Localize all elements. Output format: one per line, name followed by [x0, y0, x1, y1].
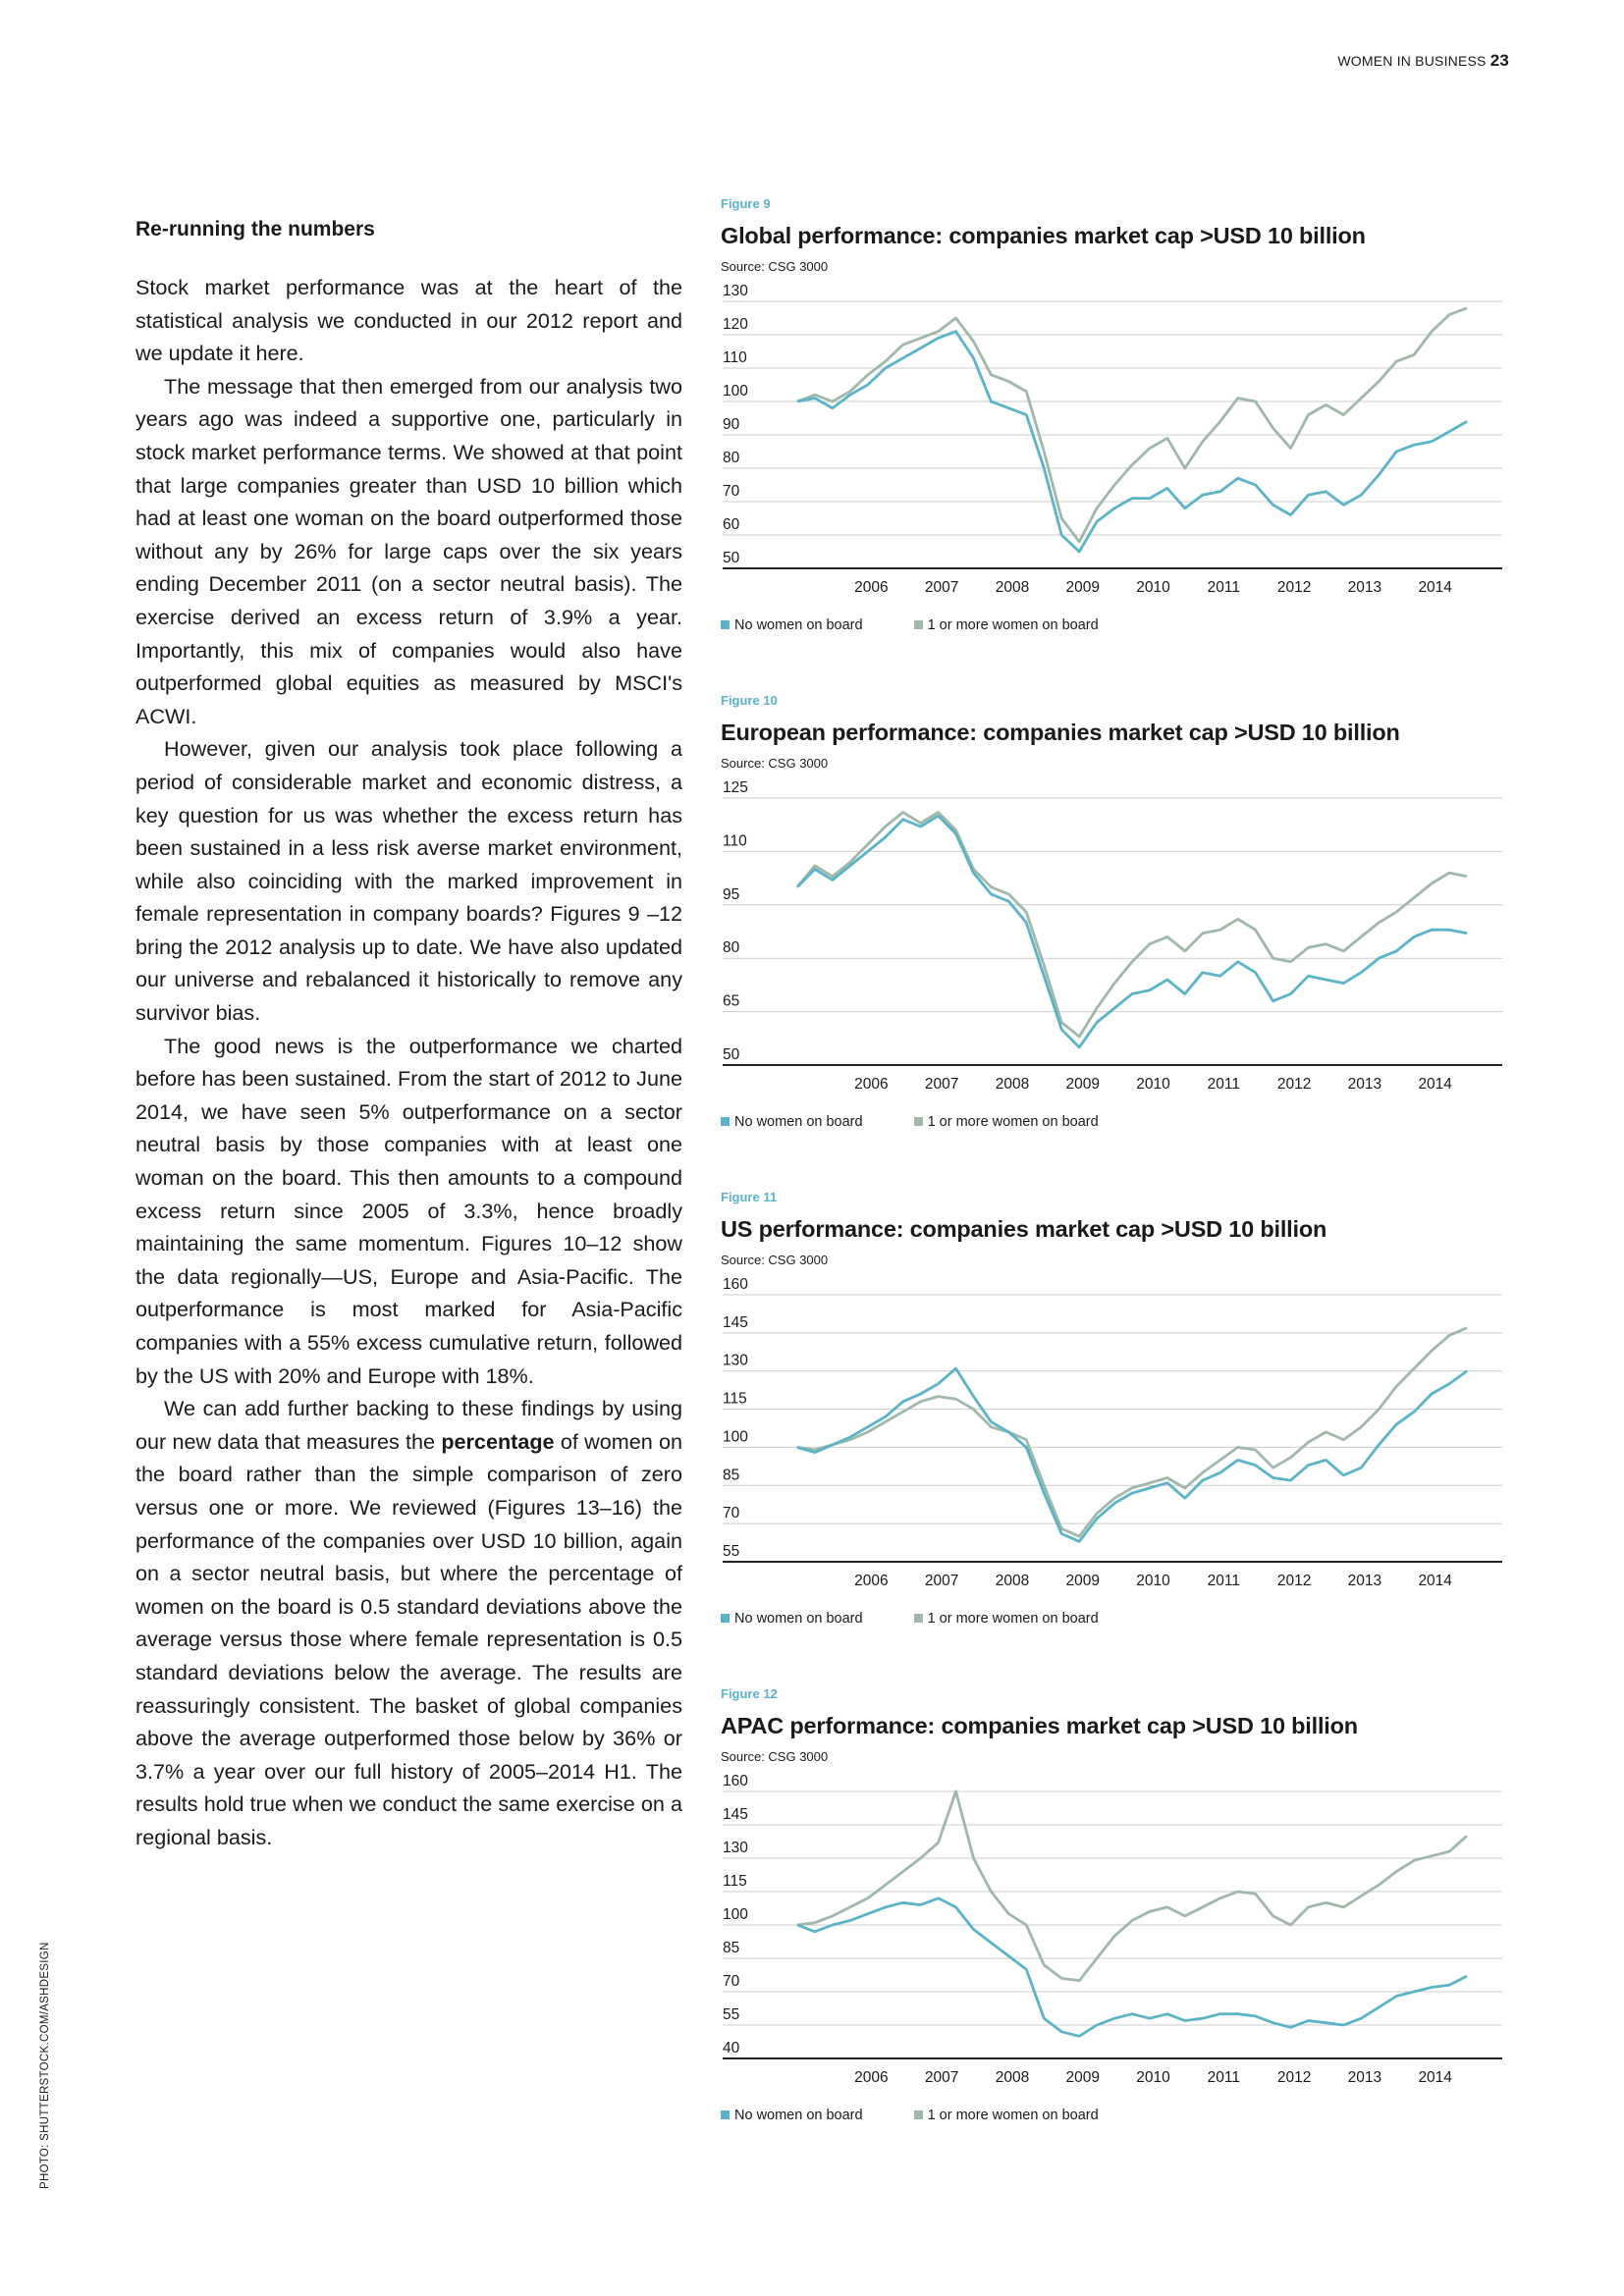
legend-item-women: [914, 1114, 1099, 1130]
x-tick-label: 2010: [1136, 1573, 1170, 1589]
figure-source: Source: CSG 3000: [721, 1253, 829, 1267]
legend-swatch: [721, 620, 730, 629]
photo-credit: PHOTO: SHUTTERSTOCK.COM/ASHDESIGN: [39, 1942, 51, 2189]
series-line-no-women: [797, 332, 1467, 552]
chart-legend: [721, 1114, 1506, 1130]
legend-label: 1 or more women on board: [927, 2108, 1099, 2123]
figure-label: Figure 11: [721, 1190, 778, 1204]
figure-title: European performance: companies market cap >USD 10 billion: [721, 720, 1400, 745]
chart-us: [721, 1271, 1506, 1605]
y-tick-label: 65: [723, 992, 740, 1010]
emphasis-text: percentage: [441, 1428, 555, 1454]
y-tick-label: 110: [723, 832, 747, 850]
y-tick-label: 55: [723, 1543, 740, 1560]
section-title: Re-running the numbers: [135, 218, 375, 240]
legend-swatch: [914, 1614, 923, 1623]
x-tick-label: 2013: [1347, 1076, 1382, 1093]
y-tick-label: 70: [723, 1505, 740, 1522]
legend-label: No women on board: [734, 1114, 863, 1130]
figure-11: [721, 1190, 1506, 1627]
x-tick-label: 2008: [995, 579, 1030, 596]
y-tick-label: 40: [723, 2040, 740, 2056]
x-tick-label: 2010: [1136, 579, 1170, 596]
x-tick-label: 2012: [1276, 1076, 1312, 1093]
x-tick-label: 2009: [1065, 579, 1100, 596]
y-tick-label: 70: [723, 1973, 740, 1990]
figure-label: Figure 10: [721, 693, 778, 708]
x-tick-label: 2011: [1207, 579, 1240, 596]
figure-title: Global performance: companies market cap >USD 10 billion: [721, 223, 1366, 248]
y-tick-label: 130: [723, 1840, 748, 1856]
y-tick-label: 85: [723, 1940, 740, 1956]
x-tick-label: 2011: [1207, 2069, 1240, 2086]
paragraph: [135, 1392, 682, 1853]
legend-label: 1 or more women on board: [927, 617, 1099, 633]
y-tick-label: 60: [723, 516, 740, 533]
x-tick-label: 2011: [1207, 1076, 1240, 1093]
x-tick-label: 2013: [1347, 1573, 1382, 1589]
x-tick-label: 2012: [1276, 2069, 1312, 2086]
legend-item-no-women: [721, 617, 863, 633]
y-tick-label: 125: [723, 779, 748, 796]
y-tick-label: 160: [723, 1773, 748, 1789]
figure-source: Source: CSG 3000: [721, 259, 829, 274]
y-tick-label: 80: [723, 450, 740, 466]
y-tick-label: 80: [723, 939, 740, 957]
legend-swatch: [721, 2110, 730, 2119]
x-tick-label: 2010: [1136, 1076, 1170, 1093]
chart-europe: [721, 774, 1506, 1108]
figure-source: Source: CSG 3000: [721, 1749, 829, 1764]
chart-global: [721, 278, 1506, 612]
legend-item-no-women: [721, 1611, 863, 1627]
x-tick-label: 2006: [854, 1076, 889, 1093]
paragraph-text: We can add further backing to these findings by using our new data that measures the: [135, 1396, 682, 1454]
y-tick-label: 145: [723, 1313, 748, 1331]
y-tick-label: 100: [723, 1428, 748, 1446]
legend-item-no-women: [721, 1114, 863, 1130]
article-body: [135, 271, 682, 1854]
x-tick-label: 2014: [1418, 579, 1452, 596]
figure-source: Source: CSG 3000: [721, 756, 829, 771]
legend-swatch: [721, 1117, 730, 1126]
section-name: WOMEN IN BUSINESS: [1337, 53, 1487, 69]
y-tick-label: 115: [723, 1390, 747, 1408]
y-tick-label: 50: [723, 1046, 740, 1063]
x-tick-label: 2012: [1276, 1573, 1312, 1589]
chart-legend: [721, 2108, 1506, 2123]
x-tick-label: 2007: [924, 1573, 959, 1589]
x-tick-label: 2014: [1418, 1573, 1452, 1589]
y-tick-label: 100: [723, 383, 748, 400]
paragraph: However, given our analysis took place following a period of considerable market and economic distress, a key question for us was whether the excess return has been sustained in a less risk averse market environment, while also coinciding with the marked improvement in female representation in company boards? Figures 9 –12 bring the 2012 analysis up to date. We have also updated our universe and rebalanced it historically to remove any survivor bias.: [135, 736, 682, 1026]
figure-title: US performance: companies market cap >USD 10 billion: [721, 1216, 1327, 1242]
chart-apac: [721, 1768, 1506, 2102]
x-tick-label: 2013: [1347, 579, 1382, 596]
chart-legend: [721, 617, 1506, 633]
series-line-no-women: [797, 1898, 1467, 2037]
y-tick-label: 95: [723, 885, 740, 903]
figure-title: APAC performance: companies market cap >USD 10 billion: [721, 1713, 1358, 1738]
x-tick-label: 2007: [924, 2069, 959, 2086]
paragraph-text: of women on the board rather than the simple comparison of zero versus one or more. We reviewed (Figures 13–16) the performance of the companies over USD 10 billion, again on a sector neutral basis, but where the percentage of women on the board is 0.5 standard deviations above the average versus those where female representation is 0.5 standard deviations below the average. The results are reassuringly consistent. The basket of global companies above the average outperformed those below by 36% or 3.7% a year over our full history of 2005–2014 H1. The results hold true when we conduct the same exercise on a regional basis.: [135, 1428, 682, 1849]
figure-label: Figure 12: [721, 1686, 778, 1701]
y-tick-label: 55: [723, 2006, 740, 2023]
y-tick-label: 130: [723, 1352, 748, 1369]
paragraph: The message that then emerged from our analysis two years ago was indeed a supportive one, particularly in stock market performance terms. We showed at that point that large companies greater than USD 10 billion which had at least one woman on the board outperformed those without any by 26% for large caps over the six years ending December 2011 (on a sector neutral basis). The exercise derived an excess return of 3.9% a year. Importantly, this mix of companies would also have outperformed global equities as measured by MSCI's ACWI.: [135, 373, 682, 728]
y-tick-label: 115: [723, 1873, 747, 1890]
legend-swatch: [914, 2110, 923, 2119]
legend-label: No women on board: [734, 617, 863, 633]
y-tick-label: 145: [723, 1806, 748, 1823]
legend-swatch: [914, 1117, 923, 1126]
y-tick-label: 90: [723, 416, 740, 433]
paragraph: Stock market performance was at the heart of the statistical analysis we conducted in our 2012 report and we update it here.: [135, 275, 682, 366]
x-tick-label: 2007: [924, 1076, 959, 1093]
y-tick-label: 110: [723, 349, 747, 366]
legend-label: 1 or more women on board: [927, 1611, 1099, 1627]
x-tick-label: 2009: [1065, 2069, 1100, 2086]
legend-item-no-women: [721, 2108, 863, 2123]
chart-legend: [721, 1611, 1506, 1627]
series-line-women: [797, 1328, 1467, 1536]
series-line-women: [797, 813, 1467, 1038]
x-tick-label: 2008: [995, 1573, 1030, 1589]
series-line-no-women: [797, 1368, 1467, 1541]
legend-swatch: [721, 1614, 730, 1623]
x-tick-label: 2012: [1276, 579, 1312, 596]
article-column: [135, 218, 682, 1854]
x-tick-label: 2008: [995, 1076, 1030, 1093]
figure-12: [721, 1686, 1506, 2123]
legend-label: No women on board: [734, 1611, 863, 1627]
y-tick-label: 70: [723, 483, 740, 500]
y-tick-label: 85: [723, 1467, 740, 1484]
x-tick-label: 2008: [995, 2069, 1030, 2086]
x-tick-label: 2009: [1065, 1076, 1100, 1093]
y-tick-label: 130: [723, 283, 748, 299]
legend-label: No women on board: [734, 2108, 863, 2123]
x-tick-label: 2007: [924, 579, 959, 596]
legend-item-women: [914, 2108, 1099, 2123]
x-tick-label: 2011: [1207, 1573, 1240, 1589]
y-tick-label: 120: [723, 316, 748, 333]
legend-item-women: [914, 1611, 1099, 1627]
y-tick-label: 100: [723, 1906, 748, 1923]
legend-label: 1 or more women on board: [927, 1114, 1099, 1130]
legend-swatch: [914, 620, 923, 629]
legend-item-women: [914, 617, 1099, 633]
x-tick-label: 2006: [854, 579, 889, 596]
x-tick-label: 2006: [854, 1573, 889, 1589]
x-tick-label: 2014: [1418, 1076, 1452, 1093]
y-tick-label: 160: [723, 1276, 748, 1293]
figure-10: [721, 693, 1506, 1130]
paragraph: The good news is the outperformance we charted before has been sustained. From the start of 2012 to June 2014, we have seen 5% outperformance on a sector neutral basis by those companies with at least one woman on the board. This then amounts to a compound excess return since 2005 of 3.3%, hence broadly maintaining the same momentum. Figures 10–12 show the data regionally—US, Europe and Asia-Pacific. The outperformance is most marked for Asia-Pacific companies with a 55% excess cumulative return, followed by the US with 20% and Europe with 18%.: [135, 1033, 682, 1388]
x-tick-label: 2006: [854, 2069, 889, 2086]
x-tick-label: 2014: [1418, 2069, 1452, 2086]
page-number: 23: [1489, 51, 1509, 70]
series-line-women: [797, 1791, 1467, 1981]
x-tick-label: 2013: [1347, 2069, 1382, 2086]
y-tick-label: 50: [723, 550, 740, 566]
figure-label: Figure 9: [721, 196, 771, 211]
series-line-women: [797, 308, 1467, 542]
x-tick-label: 2009: [1065, 1573, 1100, 1589]
page-header: [1337, 51, 1509, 71]
figure-9: [721, 196, 1506, 633]
x-tick-label: 2010: [1136, 2069, 1170, 2086]
